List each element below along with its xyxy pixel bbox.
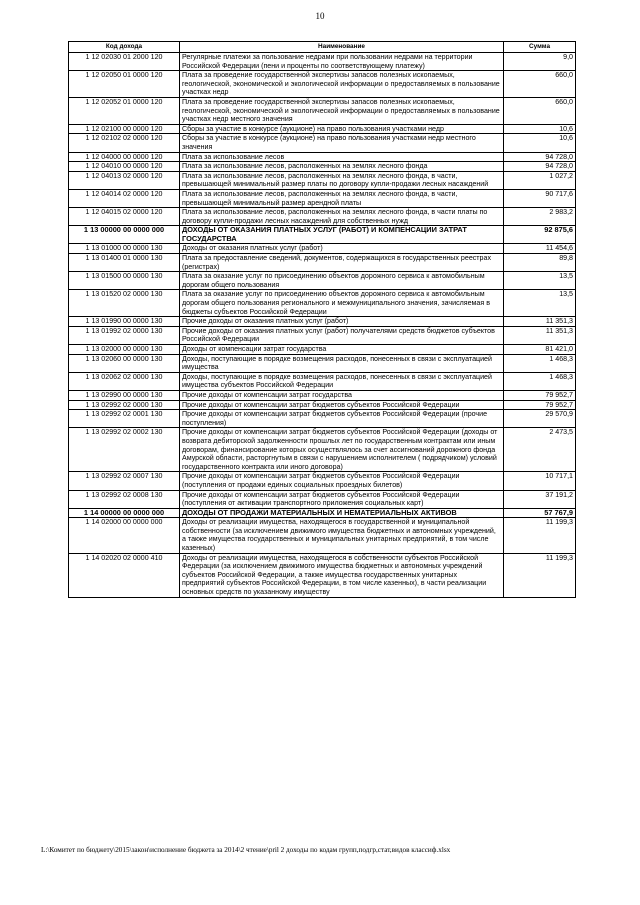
row-name: Плата за использование лесов <box>180 152 504 162</box>
row-code: 1 13 01992 02 0000 130 <box>69 326 180 344</box>
row-sum: 79 952,7 <box>504 400 576 410</box>
table-row <box>69 508 576 518</box>
row-code: 1 12 04013 02 0000 120 <box>69 171 180 189</box>
row-code: 1 12 02030 01 2000 120 <box>69 53 180 71</box>
table-body <box>69 53 576 598</box>
row-sum: 1 468,3 <box>504 354 576 372</box>
row-code: 1 12 02050 01 0000 120 <box>69 71 180 98</box>
row-name: Сборы за участие в конкурсе (аукционе) на право пользования участками недр <box>180 124 504 134</box>
row-code: 1 13 02992 02 0002 130 <box>69 428 180 472</box>
row-code: 1 13 02992 02 0007 130 <box>69 472 180 490</box>
table-row <box>69 152 576 162</box>
table-row <box>69 208 576 226</box>
row-sum: 81 421,0 <box>504 345 576 355</box>
row-name: Плата за проведение государственной экспертизы запасов полезных ископаемых, геологической, экономической и экологической информации о предоставляемых в пользование участках недр <box>180 71 504 98</box>
row-code: 1 12 04000 00 0000 120 <box>69 152 180 162</box>
row-sum: 660,0 <box>504 97 576 124</box>
table-row <box>69 254 576 272</box>
page-number: 10 <box>315 11 325 21</box>
row-code: 1 13 02992 02 0008 130 <box>69 490 180 508</box>
row-code: 1 13 01500 00 0000 130 <box>69 272 180 290</box>
table-row <box>69 244 576 254</box>
row-name: Доходы, поступающие в порядке возмещения расходов, понесенных в связи с эксплуатацией имущества <box>180 354 504 372</box>
table-row <box>69 490 576 508</box>
row-sum: 1 027,2 <box>504 171 576 189</box>
row-code: 1 13 00000 00 0000 000 <box>69 226 180 244</box>
row-name: Доходы от реализации имущества, находящегося в государственной и муниципальной собственности (за исключением движимого имущества бюджетных и автономных учреждений, а также имущества государственных и муниципальных унитарных предприятий, в том числе казенных) <box>180 518 504 553</box>
row-name: Доходы от оказания платных услуг (работ) <box>180 244 504 254</box>
table-row <box>69 290 576 317</box>
row-name: Прочие доходы от компенсации затрат бюджетов субъектов Российской Федерации (поступления от активации транспортного приложения социальных карт) <box>180 490 504 508</box>
row-sum: 11 454,6 <box>504 244 576 254</box>
row-code: 1 13 02062 02 0000 130 <box>69 372 180 390</box>
table-row <box>69 428 576 472</box>
row-sum: 10,6 <box>504 124 576 134</box>
table-row <box>69 400 576 410</box>
row-sum: 13,5 <box>504 290 576 317</box>
row-sum: 9,0 <box>504 53 576 71</box>
row-name: Доходы от компенсации затрат государства <box>180 345 504 355</box>
table-row <box>69 326 576 344</box>
row-code: 1 12 04010 00 0000 120 <box>69 162 180 172</box>
row-sum: 13,5 <box>504 272 576 290</box>
row-code: 1 13 01520 02 0000 130 <box>69 290 180 317</box>
row-name: Плата за использование лесов, расположенных на землях лесного фонда, в части, превышающей минимальный размер арендной платы <box>180 189 504 207</box>
row-code: 1 12 02102 02 0000 120 <box>69 134 180 152</box>
row-sum: 89,8 <box>504 254 576 272</box>
row-code: 1 13 02992 02 0000 130 <box>69 400 180 410</box>
row-name: Регулярные платежи за пользование недрами при пользовании недрами на территории Российской Федерации (пени и проценты по соответствующему платежу) <box>180 53 504 71</box>
row-code: 1 14 02000 00 0000 000 <box>69 518 180 553</box>
table-row <box>69 124 576 134</box>
row-name: Прочие доходы от компенсации затрат государства <box>180 390 504 400</box>
row-name: Плата за оказание услуг по присоединению объектов дорожного сервиса к автомобильным дорогам общего пользования <box>180 272 504 290</box>
table-row <box>69 71 576 98</box>
table-row <box>69 134 576 152</box>
row-name: Плата за проведение государственной экспертизы запасов полезных ископаемых, геологической, экономической и экологической информации о предоставляемых в пользование участках недр местного значения <box>180 97 504 124</box>
row-name: Плата за использование лесов, расположенных на землях лесного фонда, в части платы по договору купли-продажи лесных насаждений для собственных нужд <box>180 208 504 226</box>
table-row <box>69 97 576 124</box>
row-sum: 10,6 <box>504 134 576 152</box>
row-sum: 92 875,6 <box>504 226 576 244</box>
row-name: ДОХОДЫ ОТ ПРОДАЖИ МАТЕРИАЛЬНЫХ И НЕМАТЕРИАЛЬНЫХ АКТИВОВ <box>180 508 504 518</box>
table-row <box>69 472 576 490</box>
row-code: 1 14 00000 00 0000 000 <box>69 508 180 518</box>
row-sum: 11 351,3 <box>504 317 576 327</box>
row-sum: 79 952,7 <box>504 390 576 400</box>
row-name: Прочие доходы от компенсации затрат бюджетов субъектов Российской Федерации <box>180 400 504 410</box>
table-row <box>69 553 576 597</box>
row-sum: 11 199,3 <box>504 518 576 553</box>
table-row <box>69 272 576 290</box>
table-row <box>69 226 576 244</box>
row-code: 1 13 02060 00 0000 130 <box>69 354 180 372</box>
row-name: Прочие доходы от компенсации затрат бюджетов субъектов Российской Федерации (доходы от возврата дебиторской задолженности прошлых лет по государственным контрактам или иным договорам, финансирование которых осуществлялось за счет ассигнований дорожного фонда Амурской области, расторгнутым в связи с нарушением исполнителем ( подрядчиком) условий государственного контракта или иного договора) <box>180 428 504 472</box>
table-row <box>69 189 576 207</box>
table-row <box>69 518 576 553</box>
row-sum: 10 717,1 <box>504 472 576 490</box>
row-sum: 94 728,0 <box>504 162 576 172</box>
row-code: 1 13 01990 00 0000 130 <box>69 317 180 327</box>
table-row <box>69 162 576 172</box>
revenue-table <box>68 41 576 598</box>
row-sum: 2 983,2 <box>504 208 576 226</box>
header-code: Код дохода <box>69 42 180 53</box>
table-row <box>69 410 576 428</box>
header-sum: Сумма <box>504 42 576 53</box>
table-row <box>69 53 576 71</box>
table-row <box>69 390 576 400</box>
row-sum: 29 570,9 <box>504 410 576 428</box>
row-sum: 11 351,3 <box>504 326 576 344</box>
row-name: Прочие доходы от оказания платных услуг (работ) получателями средств бюджетов субъектов Российской Федерации <box>180 326 504 344</box>
row-code: 1 14 02020 02 0000 410 <box>69 553 180 597</box>
table-row <box>69 317 576 327</box>
row-code: 1 13 01400 01 0000 130 <box>69 254 180 272</box>
row-name: Доходы от реализации имущества, находящегося в собственности субъектов Российской Федерации (за исключением движимого имущества бюджетных и автономных учреждений субъектов Российской Федерации, а также имущества государственных унитарных предприятий субъектов Российской Федерации, в том числе казенных), в части реализации основных средств по указанному имуществу <box>180 553 504 597</box>
row-code: 1 13 01000 00 0000 130 <box>69 244 180 254</box>
row-name: Прочие доходы от оказания платных услуг (работ) <box>180 317 504 327</box>
row-sum: 94 728,0 <box>504 152 576 162</box>
table-row <box>69 345 576 355</box>
row-sum: 660,0 <box>504 71 576 98</box>
table-row <box>69 372 576 390</box>
row-sum: 57 767,9 <box>504 508 576 518</box>
row-sum: 2 473,5 <box>504 428 576 472</box>
row-name: ДОХОДЫ ОТ ОКАЗАНИЯ ПЛАТНЫХ УСЛУГ (РАБОТ) И КОМПЕНСАЦИИ ЗАТРАТ ГОСУДАРСТВА <box>180 226 504 244</box>
row-code: 1 13 02000 00 0000 130 <box>69 345 180 355</box>
row-sum: 11 199,3 <box>504 553 576 597</box>
row-name: Плата за оказание услуг по присоединению объектов дорожного сервиса к автомобильным дорогам общего пользования регионального и межмуниципального значения, зачисляемая в бюджеты субъектов Российской Федерации <box>180 290 504 317</box>
row-code: 1 12 02052 01 0000 120 <box>69 97 180 124</box>
row-name: Сборы за участие в конкурсе (аукционе) на право пользования участками недр местного значения <box>180 134 504 152</box>
row-name: Плата за предоставление сведений, документов, содержащихся в государственных реестрах (регистрах) <box>180 254 504 272</box>
footer-file-path: L:\Комитет по бюджету\2015\закон\исполнение бюджета за 2014\2 чтение\pril 2 доходы по кодам групп,подгр,стат,видов классиф.xlsx <box>41 846 451 854</box>
row-code: 1 12 04015 02 0000 120 <box>69 208 180 226</box>
header-name: Наименование <box>180 42 504 53</box>
row-sum: 1 468,3 <box>504 372 576 390</box>
row-name: Плата за использование лесов, расположенных на землях лесного фонда, в части, превышающей минимальный размер платы по договору купли-продажи лесных насаждений <box>180 171 504 189</box>
row-code: 1 13 02992 02 0001 130 <box>69 410 180 428</box>
row-code: 1 12 02100 00 0000 120 <box>69 124 180 134</box>
table-row <box>69 354 576 372</box>
row-code: 1 12 04014 02 0000 120 <box>69 189 180 207</box>
row-name: Прочие доходы от компенсации затрат бюджетов субъектов Российской Федерации (прочие поступления) <box>180 410 504 428</box>
row-sum: 90 717,6 <box>504 189 576 207</box>
row-code: 1 13 02990 00 0000 130 <box>69 390 180 400</box>
row-sum: 37 191,2 <box>504 490 576 508</box>
row-name: Прочие доходы от компенсации затрат бюджетов субъектов Российской Федерации (поступления от продажи единых социальных проездных билетов) <box>180 472 504 490</box>
table-header-row <box>69 42 576 53</box>
row-name: Доходы, поступающие в порядке возмещения расходов, понесенных в связи с эксплуатацией имущества субъектов Российской Федерации <box>180 372 504 390</box>
table-row <box>69 171 576 189</box>
row-name: Плата за использование лесов, расположенных на землях лесного фонда <box>180 162 504 172</box>
